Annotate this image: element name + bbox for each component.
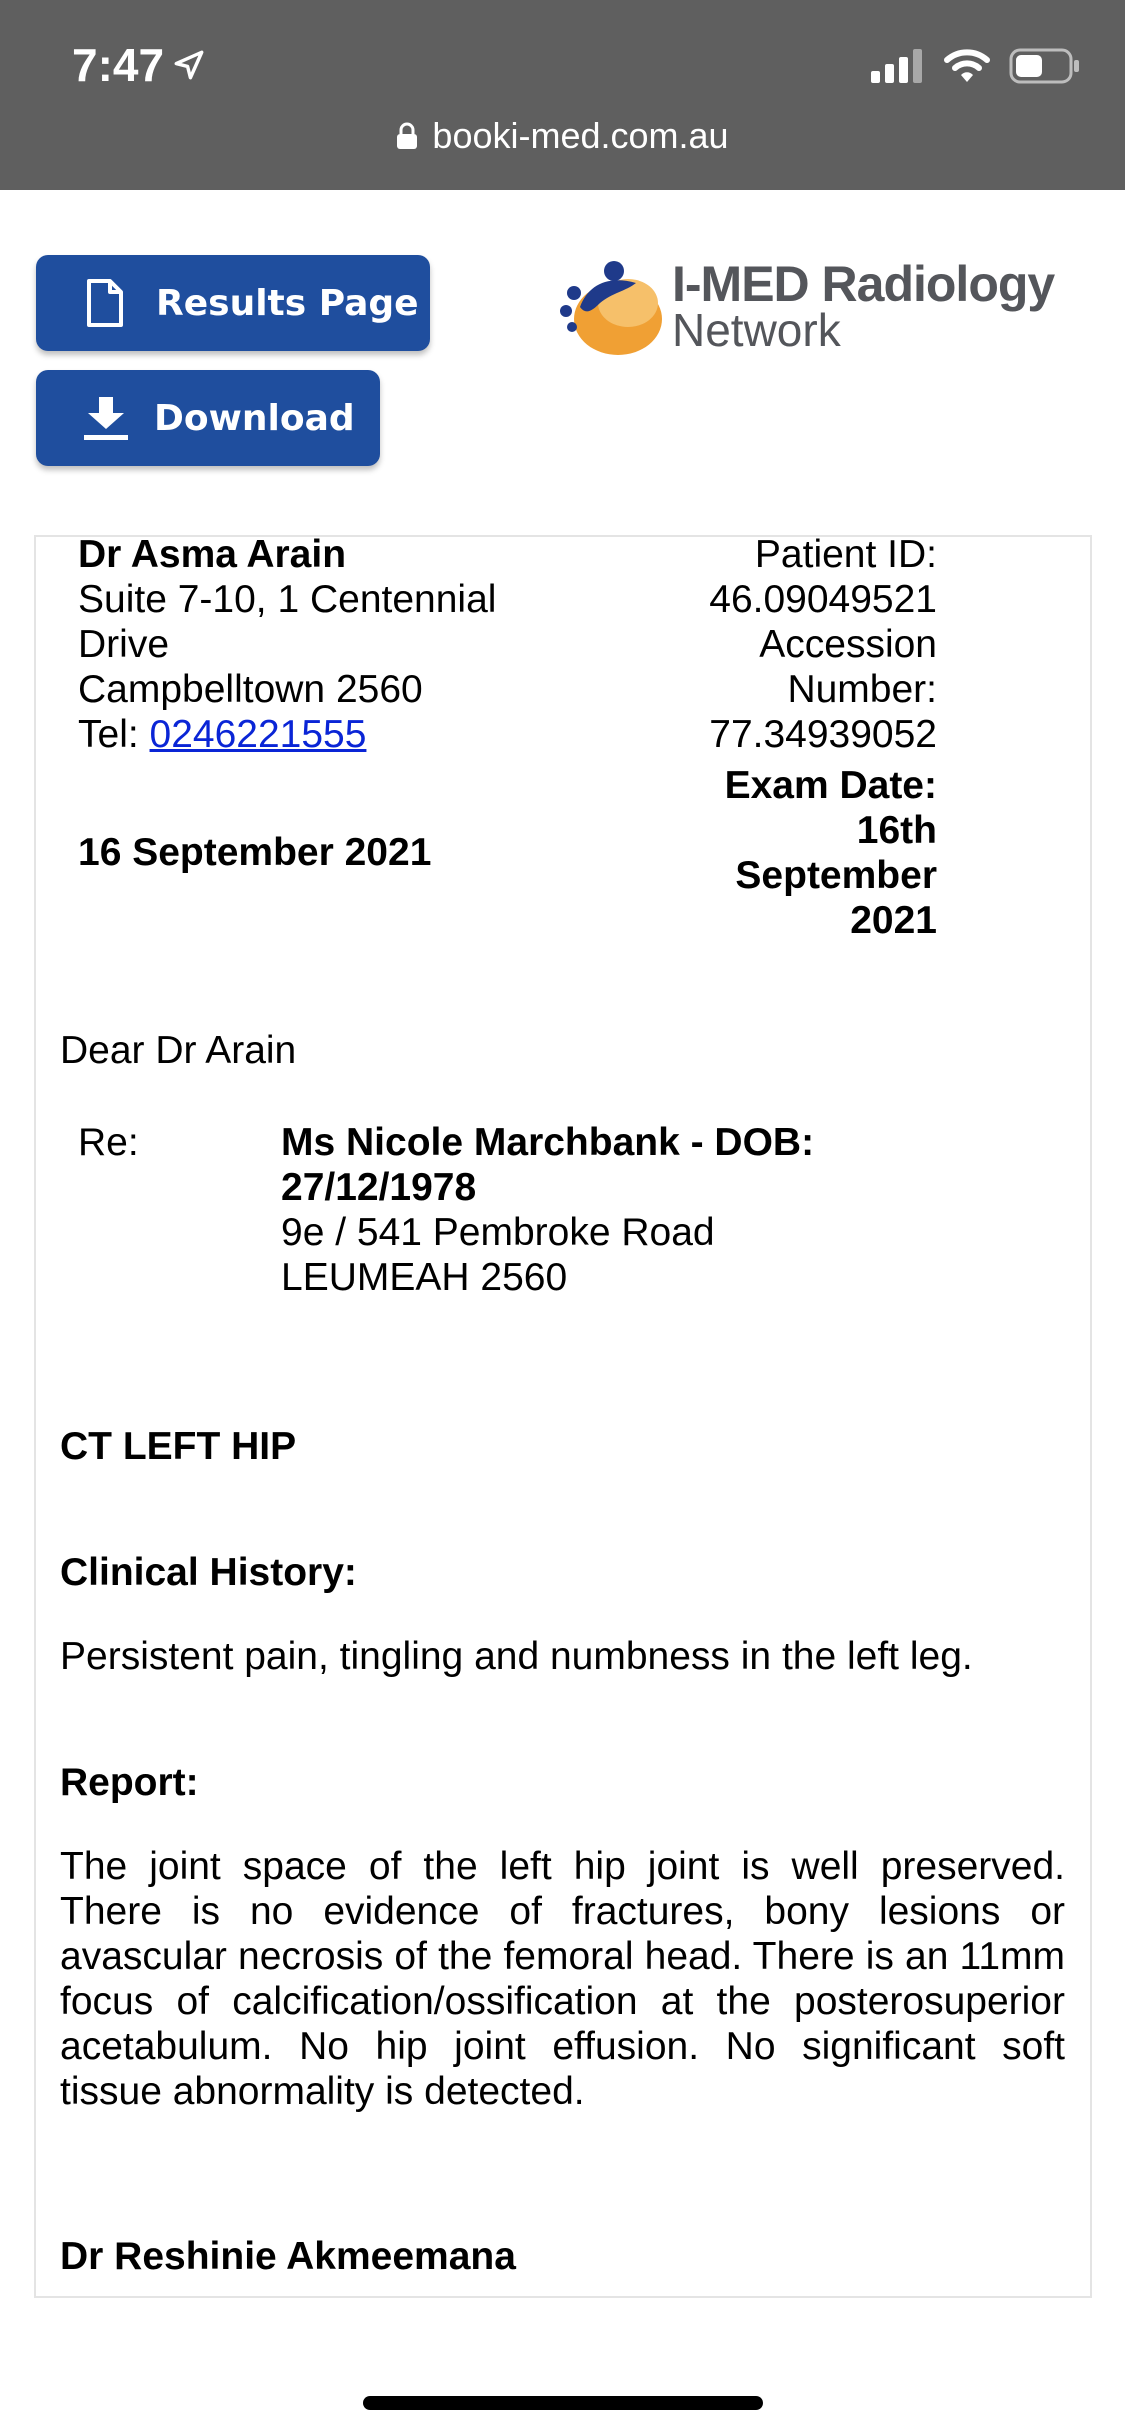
logo-title: I-MED Radiology (672, 256, 1055, 312)
logo-subtitle: Network (672, 304, 841, 356)
accession-value: 77.34939052 (709, 713, 937, 756)
results-page-button[interactable] (36, 255, 430, 351)
exam-date-line1: 16th (856, 809, 937, 852)
patient-ids-block (709, 532, 937, 757)
status-clock (72, 38, 206, 92)
battery-icon (1009, 48, 1081, 84)
imed-logo (552, 245, 1055, 365)
exam-title: CT LEFT HIP (60, 1425, 297, 1468)
re-label: Re: (78, 1121, 139, 1164)
patient-name-dob: Ms Nicole Marchbank - DOB: (281, 1121, 815, 1164)
download-button[interactable] (36, 370, 380, 466)
lock-icon (396, 122, 418, 150)
report-text: The joint space of the left hip joint is well preserved. There is no evidence of fractures, bony lesions or avascular necrosis of the femoral head. There is an 11mm focus of calcification/ossification at the posterosuperior acetabulum. No hip joint effusion. No significant soft tissue abnormality is detected. (60, 1845, 1065, 2113)
home-indicator[interactable] (363, 2396, 763, 2410)
exam-date-line3: 2021 (850, 899, 937, 942)
patient-block (281, 1120, 814, 1300)
sender-tel (78, 712, 496, 757)
sender-address-line1: Suite 7-10, 1 Centennial (78, 578, 497, 621)
document-icon (86, 278, 124, 328)
browser-top-bar (0, 0, 1125, 190)
cellular-signal-icon (871, 49, 925, 83)
clinical-history-heading: Clinical History: (60, 1551, 357, 1594)
accession-label-2: Number: (787, 668, 937, 711)
results-page-label: Results Page (156, 282, 419, 324)
tel-label: Tel: (78, 713, 150, 756)
patient-address-line1: 9e / 541 Pembroke Road (281, 1211, 715, 1254)
sender-name: Dr Asma Arain (78, 533, 347, 576)
download-icon (82, 395, 130, 441)
letter-date: 16 September 2021 (78, 831, 432, 874)
patient-dob: 27/12/1978 (281, 1166, 477, 1209)
sender-block (78, 532, 496, 757)
clinical-history-text: Persistent pain, tingling and numbness in the left leg. (60, 1635, 973, 1678)
report-heading: Report: (60, 1761, 199, 1804)
exam-date-line2: September (735, 854, 937, 897)
imed-logo-mark (552, 245, 672, 365)
tel-link[interactable]: 0246221555 (149, 713, 367, 756)
sender-address-line3: Campbelltown 2560 (78, 668, 423, 711)
status-time: 7:47 (72, 39, 165, 91)
wifi-icon (943, 48, 991, 84)
salutation: Dear Dr Arain (60, 1029, 297, 1072)
location-arrow-icon (172, 48, 206, 82)
address-bar[interactable] (0, 115, 1125, 157)
sender-address-line2: Drive (78, 623, 170, 666)
patient-address-line2: LEUMEAH 2560 (281, 1256, 568, 1299)
signer-name: Dr Reshinie Akmeemana (60, 2235, 516, 2278)
download-label: Download (154, 397, 355, 439)
status-icons (871, 48, 1081, 84)
patient-id-value: 46.09049521 (709, 578, 937, 621)
accession-label-1: Accession (759, 623, 937, 666)
patient-id-label: Patient ID: (754, 533, 937, 576)
url-text: booki-med.com.au (432, 115, 729, 156)
exam-date-block (725, 763, 937, 943)
exam-date-label: Exam Date: (724, 764, 937, 807)
